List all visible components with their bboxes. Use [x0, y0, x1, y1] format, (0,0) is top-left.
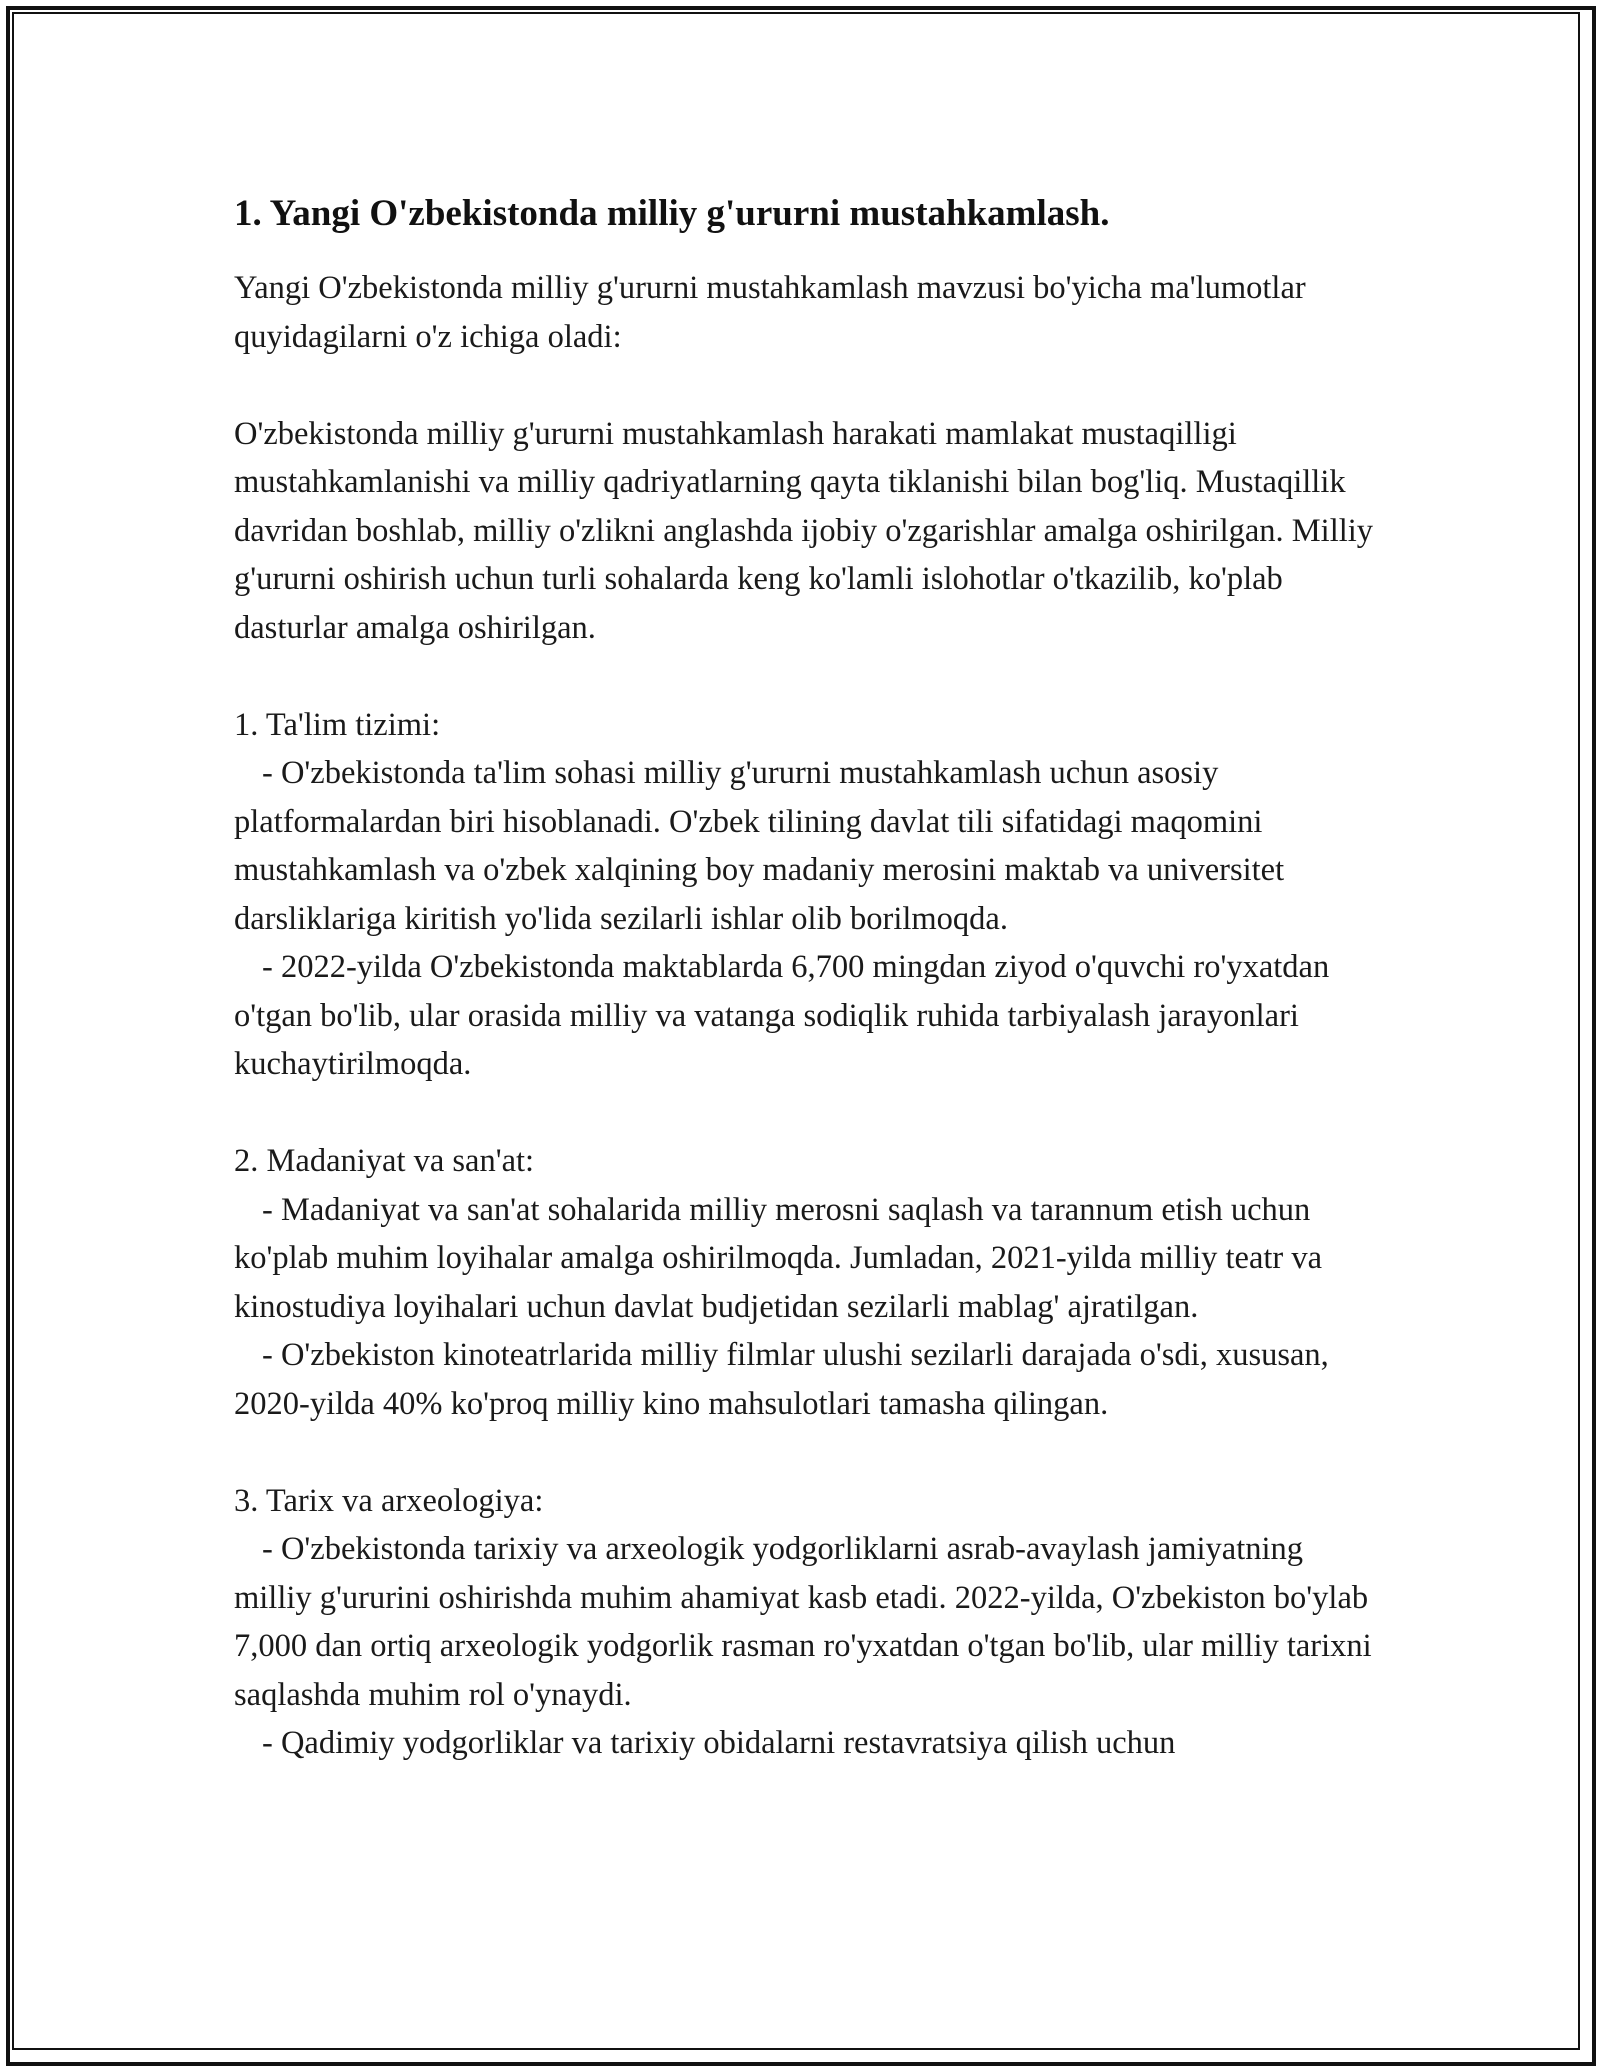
section-bullet: - O'zbekiston kinoteatrlarida milliy filmlar ulushi sezilarli darajada o'sdi, xususan, 2020-yilda 40% ko'proq milliy kino mahsulotlari tamasha qilingan. — [234, 1337, 1329, 1422]
section-culture — [234, 1137, 1384, 1428]
section-education — [234, 701, 1384, 1089]
section-title: 1. Ta'lim tizimi: — [234, 706, 441, 743]
section-bullet: - Qadimiy yodgorliklar va tarixiy obidalarni restavratsiya qilish uchun — [262, 1725, 1176, 1761]
section-title: 3. Tarix va arxeologiya: — [234, 1482, 544, 1519]
section-bullet: - O'zbekistonda tarixiy va arxeologik yodgorliklarni asrab-avaylash jamiyatning milliy g'ururini oshirishda muhim ahamiyat kasb etadi. 2022-yilda, O'zbekiston bo'ylab 7,000 dan ortiq arxeologik yodgorlik rasman ro'yxatdan o'tgan bo'lib, ular milliy tarixni saqlashda muhim rol o'ynaydi. — [234, 1531, 1372, 1713]
document-heading: 1. Yangi O'zbekistonda milliy g'ururni mustahkamlash. — [234, 193, 1110, 234]
section-title: 2. Madaniyat va san'at: — [234, 1143, 535, 1179]
document-body — [234, 190, 1384, 1768]
section-history — [234, 1477, 1384, 1768]
section-bullet: - O'zbekistonda ta'lim sohasi milliy g'ururni mustahkamlash uchun asosiy platformalardan biri hisoblanadi. O'zbek tilining davlat tili sifatidagi maqomini mustahkamlash va o'zbek xalqining boy madaniy merosini maktab va universitet darsliklariga kiritish yo'lida sezilarli ishlar olib borilmoqda. — [234, 755, 1285, 937]
section-bullet: - Madaniyat va san'at sohalarida milliy merosni saqlash va tarannum etish uchun ko'plab muhim loyihalar amalga oshirilmoqda. Jumladan, 2021-yilda milliy teatr va kinostudiya loyihalari uchun davlat budjetidan sezilarli mablag' ajratilgan. — [234, 1191, 1323, 1325]
section-bullet: - 2022-yilda O'zbekistonda maktablarda 6,700 mingdan ziyod o'quvchi ro'yxatdan o'tgan bo'lib, ular orasida milliy va vatanga sodiqlik ruhida tarbiyalash jarayonlari kuchaytirilmoqda. — [234, 949, 1330, 1082]
overview-paragraph: O'zbekistonda milliy g'ururni mustahkamlash harakati mamlakat mustaqilligi mustahkamlanishi va milliy qadriyatlarning qayta tiklanishi bilan bog'liq. Mustaqillik davridan boshlab, milliy o'zlikni anglashda ijobiy o'zgarishlar amalga oshirilgan. Milliy g'ururni oshirish uchun turli sohalarda keng ko'lamli islohotlar o'tkazilib, ko'plab dasturlar amalga oshirilgan. — [234, 415, 1374, 646]
intro-paragraph: Yangi O'zbekistonda milliy g'ururni mustahkamlash mavzusi bo'yicha ma'lumotlar quyidagilarni o'z ichiga oladi: — [234, 270, 1306, 355]
